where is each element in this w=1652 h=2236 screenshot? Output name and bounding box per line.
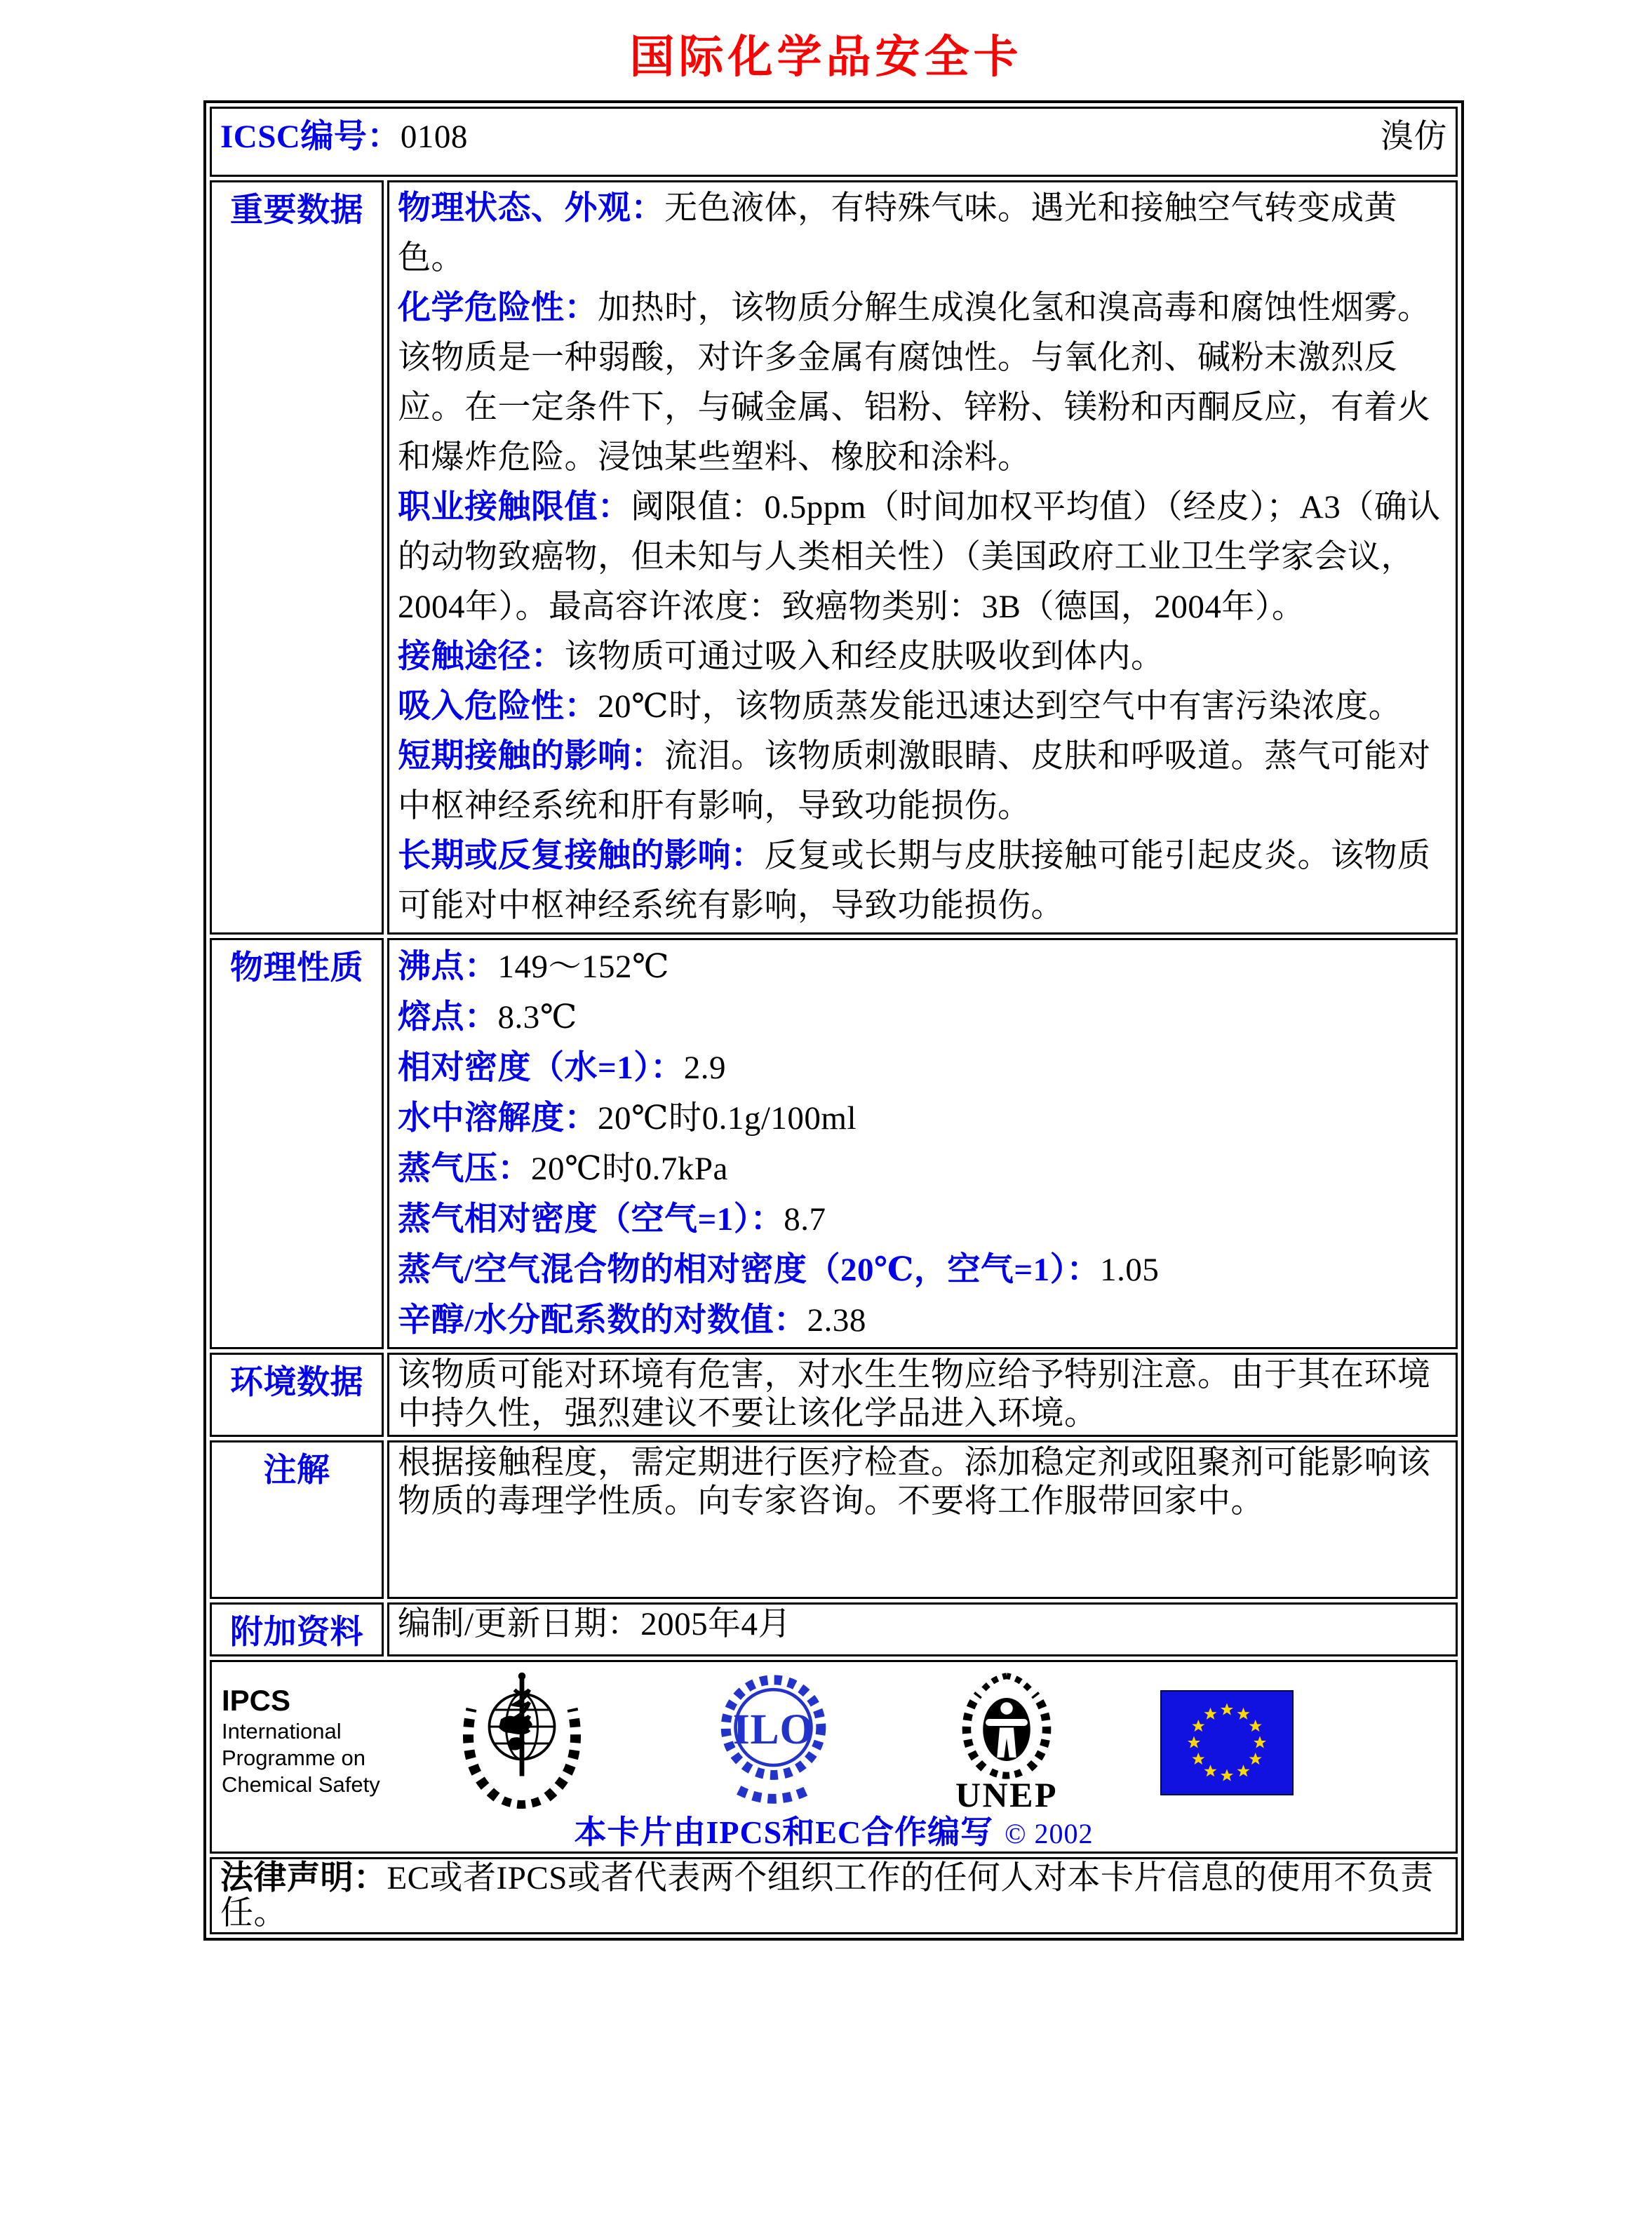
item-label: 沸点： [398,949,498,985]
item-text: 8.7 [784,1201,826,1238]
unep-letters: UNEP [955,1775,1059,1814]
item-label: 蒸气相对密度（空气=1）： [398,1201,784,1238]
environmental-data-row [210,1353,1458,1437]
ipcs-line: Chemical Safety [222,1772,380,1797]
header-row [210,107,1458,177]
item-text: 2.38 [807,1302,866,1339]
physical-property-item [398,1194,1447,1245]
item-text: 无色液体，有特殊气味。遇光和接触空气转变成黄色。 [398,190,1397,276]
important-data-item [398,483,1447,632]
item-label: 化学危险性： [398,290,598,326]
notes-text: 根据接触程度，需定期进行医疗检查。添加稳定剂或阻聚剂可能影响该物质的毒理学性质。向专家咨询。不要将工作服带回家中。 [398,1445,1431,1520]
important-data-item [398,283,1447,483]
important-data-row [210,180,1458,935]
environmental-data-text: 该物质可能对环境有危害，对水生生物应给予特别注意。由于其在环境中持久性，强烈建议不要让该化学品进入环境。 [398,1357,1431,1432]
physical-property-item [398,992,1447,1043]
copyright-text: © 2002 [1005,1818,1094,1849]
item-label: 长期或反复接触的影响： [398,838,765,874]
section-label-additional-info: 附加资料 [210,1602,384,1656]
item-label: 蒸气/空气混合物的相对密度（20℃，空气=1）： [398,1252,1101,1288]
physical-property-item [398,1093,1447,1144]
section-label-environmental-data: 环境数据 [210,1353,384,1437]
legal-text: EC或者IPCS或者代表两个组织工作的任何人对本卡片信息的使用不负责任。 [220,1860,1434,1932]
important-data-item [398,732,1447,831]
item-label: 熔点： [398,999,498,1036]
important-data-content [387,180,1458,935]
important-data-item [398,682,1447,732]
update-date-label: 编制/更新日期： [398,1606,641,1642]
notes-row [210,1440,1458,1599]
section-label-physical-properties: 物理性质 [210,938,384,1349]
legal-cell [210,1857,1458,1934]
item-text: 反复或长期与皮肤接触可能引起皮炎。该物质可能对中枢神经系统有影响，导致功能损伤。 [398,838,1431,924]
page-title: 国际化学品安全卡 [629,32,1023,82]
physical-property-item [398,1144,1447,1194]
header-cell [210,107,1458,177]
section-label-notes: 注解 [210,1440,384,1599]
important-data-item [398,184,1447,283]
update-date-value: 2005年4月 [640,1606,792,1642]
caption-text: 本卡片由IPCS和EC合作编写 [574,1814,994,1850]
legal-row [210,1857,1458,1934]
chemical-name: 溴仿 [1381,119,1447,155]
physical-property-item [398,1295,1447,1346]
item-text: 20℃时，该物质蒸发能迅速达到空气中有害污染浓度。 [598,688,1402,725]
who-emblem-icon [459,1666,585,1810]
item-text: 该物质可通过吸入和经皮肤吸收到体内。 [564,638,1164,675]
ipcs-line: Programme on [222,1746,366,1770]
additional-info-content [387,1602,1458,1656]
logos-cell [210,1660,1458,1854]
item-label: 辛醇/水分配系数的对数值： [398,1302,807,1339]
physical-property-item [398,1245,1447,1295]
environmental-data-content [387,1353,1458,1437]
item-text: 20℃时0.1g/100ml [598,1100,857,1137]
item-text: 149～152℃ [497,949,670,985]
item-text: 加热时，该物质分解生成溴化氢和溴高毒和腐蚀性烟雾。该物质是一种弱酸，对许多金属有腐蚀性。与氧化剂、碱粉末激烈反应。在一定条件下，与碱金属、铝粉、锌粉、镁粉和丙酮反应，有着火和爆炸危险。浸蚀某些塑料、橡胶和涂料。 [398,290,1431,476]
ipcs-line: International [222,1719,342,1743]
physical-properties-content [387,938,1458,1349]
icsc-number-label: ICSC编号： [220,119,401,155]
item-label: 蒸气压： [398,1151,531,1187]
item-text: 阈限值：0.5ppm（时间加权平均值）（经皮）；A3（确认的动物致癌物，但未知与人类相关性）（美国政府工业卫生学家会议，2004年）。最高容许浓度：致癌物类别：3B（德国，2004年）。 [398,489,1441,625]
icsc-card-table [203,100,1464,1941]
item-text: 8.3℃ [497,999,577,1036]
eu-flag-icon [1160,1690,1294,1795]
additional-info-row [210,1602,1458,1656]
footer-caption [212,1807,1456,1853]
item-text: 2.9 [683,1050,727,1086]
important-data-item [398,831,1447,931]
item-label: 吸入危险性： [398,688,598,725]
item-label: 相对密度（水=1）： [398,1050,684,1086]
unep-emblem-icon [954,1663,1059,1816]
physical-properties-row [210,938,1458,1349]
ipcs-text-block [222,1683,380,1798]
icsc-number-value: 0108 [400,119,468,155]
icsc-number-group [220,110,468,157]
item-label: 水中溶解度： [398,1100,598,1137]
physical-property-item [398,942,1447,992]
ilo-letters: ILO [732,1706,814,1754]
item-text: 1.05 [1100,1252,1160,1288]
notes-content [387,1440,1458,1599]
item-label: 短期接触的影响： [398,738,664,775]
important-data-item [398,632,1447,682]
section-label-important-data: 重要数据 [210,180,384,935]
logos-row [210,1660,1458,1854]
legal-label: 法律声明： [220,1860,387,1896]
item-label: 职业接触限值： [398,489,631,525]
physical-property-item [398,1043,1447,1093]
item-label: 接触途径： [398,638,565,675]
item-label: 物理状态、外观： [398,190,664,227]
item-text: 流泪。该物质刺激眼睛、皮肤和呼吸道。蒸气可能对中枢神经系统和肝有影响，导致功能损伤。 [398,738,1431,824]
item-text: 20℃时0.7kPa [531,1151,728,1187]
ilo-emblem-icon [709,1666,838,1810]
ipcs-acronym: IPCS [222,1684,291,1717]
